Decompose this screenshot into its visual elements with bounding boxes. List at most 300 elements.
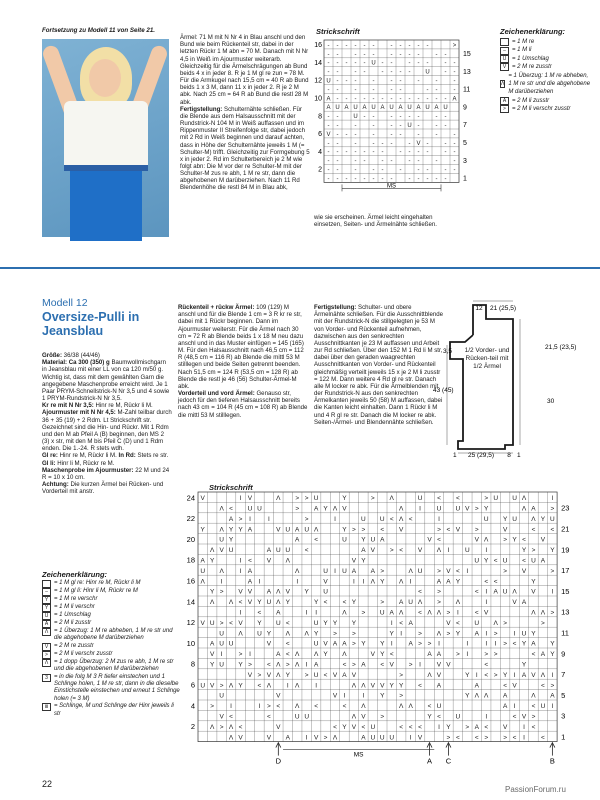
schem-bot-b: 25 (29,5) <box>467 452 495 459</box>
bottom-chart-symbol: < <box>342 703 347 711</box>
bottom-chart-symbol: V <box>247 495 253 503</box>
bottom-chart-symbol: < <box>512 713 517 721</box>
finishing2-lead: Fertigstellung: <box>314 304 357 312</box>
bottom-chart-symbol: U <box>219 536 224 544</box>
bottom-chart-symbol: U <box>257 505 262 513</box>
bottom-chart-symbol: > <box>389 547 394 555</box>
bottom-chart-symbol: Y <box>512 536 517 544</box>
bottom-chart-symbol: Λ <box>427 671 432 679</box>
legend-text: = 2 M li verschr zusstr <box>512 106 571 113</box>
bottom-chart-symbol: Y <box>465 692 470 700</box>
bottom-chart-symbol: Y <box>210 588 215 596</box>
top-chart-symbol: - <box>363 176 366 183</box>
bottom-row-label-right: 1 <box>561 732 566 742</box>
bottom-chart-symbol: V <box>370 682 375 690</box>
bottom-chart-symbol: Λ <box>276 671 281 679</box>
top-chart-symbol: - <box>426 96 429 103</box>
bottom-chart-symbol: Λ <box>219 526 224 534</box>
legend-symbol-icon <box>42 580 51 588</box>
bottom-chart-symbol: Λ <box>210 599 215 607</box>
top-chart-symbol: U <box>371 60 376 67</box>
top-sleeve-text <box>180 27 310 192</box>
bottom-chart-symbol: Y <box>285 671 290 679</box>
bottom-chart-symbol: I <box>400 630 403 638</box>
bottom-chart-symbol: > <box>427 640 432 648</box>
bottom-chart-symbol: A <box>427 651 432 659</box>
top-chart-symbol: - <box>453 131 456 138</box>
bottom-chart-symbol: I <box>409 578 412 586</box>
bottom-row-label-left: 24 <box>186 493 195 503</box>
bottom-chart-symbol: A <box>380 536 385 544</box>
bottom-chart-symbol: Λ <box>370 578 375 586</box>
top-chart-symbol: - <box>336 131 339 138</box>
bottom-chart-symbol: A <box>276 651 281 659</box>
top-chart-symbol: U <box>371 105 376 112</box>
bottom-chart-symbol: Y <box>465 671 470 679</box>
top-chart-symbol: - <box>426 140 429 147</box>
bottom-chart-symbol: U <box>550 515 555 523</box>
bottom-chart-symbol: I <box>239 567 242 575</box>
legend-symbol-icon: > <box>500 105 509 113</box>
bottom-chart-symbol: A <box>493 588 498 596</box>
bottom-chart-symbol: > <box>399 692 404 700</box>
bottom-chart-symbol: A <box>247 567 253 575</box>
bottom-chart-symbol: I <box>523 734 525 742</box>
bottom-chart-symbol: < <box>531 651 536 659</box>
bottom-chart-symbol: > <box>484 734 489 742</box>
top-chart-symbol: - <box>372 140 375 147</box>
bottom-chart-symbol: U <box>275 547 281 555</box>
bottom-chart-symbol: A <box>436 682 442 690</box>
bottom-chart-symbol: < <box>380 526 385 534</box>
top-row-label-left: 10 <box>314 95 322 103</box>
top-chart-symbol: - <box>408 42 411 49</box>
bottom-chart-symbol: U <box>531 557 536 565</box>
bottom-chart-symbol: I <box>239 609 242 617</box>
bottom-chart-symbol: > <box>380 599 385 607</box>
bottom-chart-symbol: V <box>521 567 527 575</box>
bottom-chart-symbol: > <box>541 619 545 627</box>
bottom-chart-symbol: Λ <box>436 630 442 638</box>
bottom-row-label-right: 21 <box>561 524 570 534</box>
bottom-chart-symbol: Y <box>446 723 451 731</box>
top-chart-symbol: - <box>390 123 393 130</box>
legend-text: = 1 M gl li: Hinr li M, Rückr re M <box>54 588 138 594</box>
bottom-chart-symbol: Y <box>550 651 555 659</box>
bottom-chart-symbol: < <box>474 734 479 742</box>
bottom-row-label-right: 3 <box>561 711 566 721</box>
bottom-row-label-right: 7 <box>561 670 566 680</box>
bottom-chart-symbol: < <box>418 588 422 596</box>
bottom-chart-symbol: U <box>361 515 366 523</box>
top-chart-symbol: - <box>426 87 429 94</box>
top-chart-symbol: U <box>353 114 358 121</box>
bottom-chart-symbol: I <box>466 651 469 659</box>
top-chart-symbol: - <box>453 87 456 94</box>
bottom-chart-symbol: U <box>228 640 234 648</box>
bottom-chart-symbol: > <box>446 734 451 742</box>
top-chart-symbol: - <box>354 60 357 67</box>
top-chart-symbol: - <box>435 176 438 183</box>
bottom-chart-symbol: < <box>455 734 460 742</box>
top-chart-symbol: U <box>407 123 412 130</box>
bottom-chart-symbol: Λ <box>342 651 347 659</box>
bottom-chart-symbol: A <box>408 619 413 627</box>
top-chart-symbol: - <box>354 167 357 174</box>
bottom-chart-symbol: A <box>313 661 319 669</box>
bottom-chart-symbol: < <box>276 703 281 711</box>
top-chart-symbol: - <box>390 96 393 103</box>
bottom-chart-symbol: Λ <box>342 609 347 617</box>
bottom-chart-symbol: > <box>219 588 224 596</box>
bottom-chart-symbol: < <box>389 651 394 659</box>
bottom-chart-symbol: I <box>419 505 421 513</box>
bottom-chart-symbol: I <box>551 495 554 503</box>
bottom-chart-symbol: U <box>219 661 224 669</box>
bottom-chart-symbol: Λ <box>228 723 234 731</box>
bottom-chart-symbol: Y <box>238 682 243 690</box>
bottom-chart-symbol: > <box>437 526 441 534</box>
bottom-chart-symbol: A <box>521 599 527 607</box>
top-chart-symbol: - <box>399 123 402 130</box>
bottom-chart-symbol: Y <box>342 723 347 731</box>
bottom-legend-title: Zeichenerklärung: <box>42 570 108 579</box>
bottom-chart-symbol: < <box>399 723 404 731</box>
bottom-chart-symbol: Y <box>455 630 461 638</box>
bottom-legend-item <box>42 659 182 674</box>
bottom-ms-label: MS <box>353 751 364 759</box>
top-chart-symbol: - <box>327 114 330 121</box>
bottom-chart-symbol: I <box>466 640 469 648</box>
bottom-chart-symbol: A <box>540 651 546 659</box>
bottom-chart-symbol: < <box>229 713 233 721</box>
bottom-chart-symbol: I <box>230 703 232 711</box>
top-chart-symbol: - <box>444 51 447 58</box>
bottom-chart-symbol: Y <box>266 630 272 638</box>
top-chart-symbol: - <box>336 60 339 67</box>
bottom-chart-symbol: Λ <box>295 703 300 711</box>
bottom-chart-symbol: < <box>229 619 233 627</box>
bottom-chart-symbol: I <box>438 640 440 648</box>
bottom-chart-symbol: < <box>484 671 489 679</box>
legend-symbol-icon: Λ <box>42 628 51 636</box>
top-chart-symbol: - <box>327 167 330 174</box>
bottom-chart-symbol: > <box>418 630 422 638</box>
top-row-label-right: 3 <box>463 157 467 165</box>
bottom-chart-symbol: U <box>219 640 224 648</box>
top-chart-symbol: - <box>390 114 393 121</box>
kr-lead: Kr re mit N Nr 3,5: <box>42 402 94 410</box>
bottom-chart-symbol: V <box>380 682 385 690</box>
bottom-chart-symbol: Λ <box>493 619 498 627</box>
bottom-chart-symbol: Y <box>351 599 357 607</box>
bottom-chart-symbol: Y <box>399 682 404 690</box>
bottom-chart-symbol: A <box>531 505 536 513</box>
bottom-chart-symbol: > <box>474 526 479 534</box>
bottom-chart-symbol: < <box>285 651 290 659</box>
legend-symbol-icon: Ⅲ <box>42 703 51 711</box>
bottom-chart-symbol: > <box>446 609 451 617</box>
bottom-row-label-left: 8 <box>190 659 195 669</box>
bottom-chart-symbol: Y <box>323 619 328 627</box>
bottom-chart-symbol: Y <box>380 651 385 659</box>
top-row-label-right: 7 <box>463 122 467 130</box>
bottom-arrow-label: D <box>275 756 282 766</box>
bottom-chart-symbol: U <box>313 495 319 503</box>
bottom-chart-symbol: V <box>266 734 272 742</box>
top-chart-symbol: - <box>417 42 420 49</box>
bottom-chart-symbol: < <box>285 640 290 648</box>
bottom-chart-symbol: Λ <box>238 630 243 638</box>
top-row-label-right: 1 <box>463 175 467 183</box>
bottom-chart-symbol: V <box>370 651 375 659</box>
bottom-chart-symbol: A <box>474 723 479 731</box>
finishing2-text: Schulter- und obere Ärmelnähte schließen. Für die Ausschnittblende mit der Rundstrick-N die stillgelegten je 53 M von Vorder- und Rückenteil aufnehmen, dazwischen aus den senkrechten Ausschnittkanten je 23 M auffassen und Arbeit zur Rd schließen. Über den 152 M 1 Rd li M str, dabei über den geraden waagrechten Ausschnittkanten von Vorder- und Rückenteil gleichmäßig verteilt jeweils 15 x je 2 M li zusstr = 122 M. Dann weitere 4 Rd gl re str. Danach alle M locker re abk. Für die Ärmelblenden mit der Rundstrick-N aus den senkrechten Ärmelkanten jeweils 50 (58) M auffassen, dabei die Kanten leicht einhalten. Dann 1 Rückr li M und 4 R gl re str. Danach die M locker re abk. Seiten-/Ärmel- und Blendennähte schließen. <box>314 304 444 426</box>
top-chart-symbol: A <box>416 105 421 112</box>
legend-symbol-icon: 3 <box>42 674 51 682</box>
bottom-chart-symbol: V <box>285 588 290 596</box>
bottom-chart-symbol: < <box>474 609 479 617</box>
bottom-chart-symbol: U <box>266 599 272 607</box>
bottom-chart-symbol: A <box>436 651 442 659</box>
bottom-chart-symbol: Λ <box>540 671 546 679</box>
bottom-chart-symbol: Λ <box>408 567 413 575</box>
bottom-chart-symbol: V <box>210 682 215 690</box>
bottom-chart-symbol: Λ <box>332 734 338 742</box>
legend-text: = 2 M li verschr zusstr <box>54 650 113 657</box>
bottom-chart-symbol: Λ <box>399 609 404 617</box>
finishing-lead: Fertigstellung: <box>180 105 223 113</box>
bottom-chart-symbol: Λ <box>474 692 479 700</box>
top-chart-symbol: - <box>381 140 384 147</box>
top-chart-symbol: - <box>327 140 330 147</box>
bottom-chart-symbol: > <box>550 567 555 575</box>
top-chart-symbol: - <box>372 114 375 121</box>
bottom-legend-item <box>42 612 182 620</box>
bottom-row-label-left: 2 <box>190 722 195 732</box>
top-chart-symbol: - <box>399 51 402 58</box>
bottom-chart-symbol: Λ <box>276 588 281 596</box>
bottom-chart-symbol: Λ <box>276 599 281 607</box>
legend-text: = 1 Überzug: 1 M re abheben, 1 M re str und die abgehobene M darüberziehen <box>54 628 173 642</box>
bottom-chart-symbol: Y <box>521 547 527 555</box>
bottom-legend-item <box>42 596 182 604</box>
bottom-chart-symbol: A <box>247 526 253 534</box>
top-chart-symbol: - <box>390 51 393 58</box>
top-chart-symbol: - <box>372 78 375 85</box>
bottom-chart-symbol: A <box>361 547 366 555</box>
bottom-chart-symbol: V <box>332 671 338 679</box>
bottom-chart-symbol: U <box>455 505 461 513</box>
gauge-lead: Maschenprobe im Ajourmuster: <box>42 466 134 474</box>
bottom-chart-symbol: Λ <box>228 599 234 607</box>
top-chart-symbol: A <box>452 96 457 103</box>
bottom-chart-symbol: Λ <box>484 692 489 700</box>
bottom-chart-symbol: U <box>483 515 489 523</box>
bottom-chart-symbol: Y <box>285 599 290 607</box>
top-chart-symbol: - <box>444 60 447 67</box>
bottom-chart-symbol: U <box>417 567 423 575</box>
top-legend-item <box>500 97 592 105</box>
bottom-chart-symbol: < <box>522 536 526 544</box>
bottom-chart-symbol: V <box>323 578 328 586</box>
legend-text: = 1 M li <box>512 47 532 54</box>
top-chart-symbol: - <box>372 167 375 174</box>
bottom-chart-symbol: U <box>474 619 480 627</box>
bottom-knitting-chart <box>176 490 596 786</box>
top-chart-symbol: - <box>336 167 339 174</box>
bottom-chart-symbol: < <box>437 713 441 721</box>
gl2-lead: In Rd: <box>118 452 136 460</box>
bottom-chart-symbol: I <box>334 567 336 575</box>
top-chart-symbol: - <box>354 131 357 138</box>
bottom-chart-symbol: V <box>502 723 508 731</box>
top-chart-symbol: A <box>326 96 331 103</box>
bottom-chart-symbol: Λ <box>540 609 546 617</box>
legend-text: = 2 M re zusstr <box>512 64 552 71</box>
top-chart-symbol: U <box>326 78 331 85</box>
bottom-chart-symbol: Y <box>342 526 347 534</box>
bottom-row-label-left: 22 <box>186 514 195 524</box>
bottom-chart-symbol: V <box>247 588 253 596</box>
bottom-arrow-label: A <box>427 756 433 766</box>
top-chart-symbol: - <box>363 158 366 165</box>
bottom-chart-symbol: V <box>521 713 527 721</box>
bottom-chart-symbol: A <box>389 609 394 617</box>
bottom-chart-symbol: Λ <box>295 567 300 575</box>
bottom-chart-symbol: Y <box>550 640 555 648</box>
bottom-chart-symbol: I <box>390 619 393 627</box>
bottom-chart-symbol: V <box>540 536 546 544</box>
bottom-chart-symbol: < <box>531 526 536 534</box>
legend-text: = Schlinge, M und Schlinge der Hinr jeweils li str <box>54 703 174 717</box>
bottom-chart-symbol: V <box>276 723 281 731</box>
bottom-chart-symbol: < <box>266 713 271 721</box>
bottom-chart-symbol: I <box>551 588 554 596</box>
bottom-chart-symbol: Λ <box>295 682 300 690</box>
top-chart-symbol: - <box>345 42 348 49</box>
top-chart-symbol: - <box>345 131 348 138</box>
bottom-chart-symbol: Λ <box>313 526 319 534</box>
top-chart-symbol: - <box>390 69 393 76</box>
top-chart-symbol: - <box>327 158 330 165</box>
legend-text: = 2 M re zusstr <box>54 642 94 649</box>
top-chart-symbol: - <box>363 96 366 103</box>
top-chart-symbol: - <box>336 140 339 147</box>
bottom-chart-symbol: U <box>512 495 517 503</box>
top-chart-symbol: - <box>381 96 384 103</box>
bottom-chart-symbol: I <box>494 640 497 648</box>
top-chart-symbol: - <box>435 131 438 138</box>
top-chart-symbol: - <box>417 60 420 67</box>
bottom-chart-symbol: Λ <box>313 651 319 659</box>
bottom-chart-symbol: U <box>370 734 376 742</box>
bottom-chart-symbol: < <box>389 515 394 523</box>
bottom-chart-symbol: Y <box>228 536 234 544</box>
bottom-chart-symbol: Y <box>361 640 366 648</box>
bottom-chart-symbol: U <box>408 599 413 607</box>
bottom-chart-symbol: < <box>446 526 451 534</box>
top-row-label-left: 4 <box>318 148 322 156</box>
top-chart-symbol: - <box>426 42 429 49</box>
top-chart-symbol: - <box>435 114 438 121</box>
top-chart-symbol: - <box>444 114 447 121</box>
bottom-chart-symbol: > <box>266 703 271 711</box>
schem-left-a: 3,5 <box>443 348 453 355</box>
bottom-chart-symbol: U <box>323 567 328 575</box>
top-chart-symbol: - <box>372 96 375 103</box>
section-divider <box>0 267 600 269</box>
bottom-chart-symbol: U <box>436 703 442 711</box>
bottom-chart-symbol: Λ <box>531 515 536 523</box>
bottom-chart-symbol: U <box>313 671 319 679</box>
bottom-chart-symbol: Λ <box>228 682 234 690</box>
bottom-row-label-left: 16 <box>186 576 195 586</box>
bottom-chart-symbol: < <box>512 734 517 742</box>
bottom-chart-symbol: A <box>266 588 272 596</box>
top-legend-item <box>500 63 592 71</box>
top-chart-symbol: - <box>444 96 447 103</box>
bottom-chart-symbol: I <box>475 671 478 679</box>
top-chart-symbol: - <box>345 96 348 103</box>
top-chart-symbol: - <box>363 60 366 67</box>
bottom-chart-symbol: Λ <box>521 495 527 503</box>
bottom-chart-symbol: A <box>276 609 281 617</box>
bottom-chart-symbol: U <box>436 505 442 513</box>
bottom-chart-symbol: > <box>323 734 328 742</box>
top-chart-symbol: - <box>354 158 357 165</box>
bottom-chart-symbol: Λ <box>427 609 432 617</box>
top-chart-symbol: - <box>372 176 375 183</box>
bottom-chart-symbol: V <box>512 682 517 690</box>
top-chart-symbol: U <box>425 105 430 112</box>
bottom-chart-symbol: < <box>229 505 233 513</box>
top-chart-symbol: - <box>354 42 357 49</box>
bottom-chart-symbol: Y <box>389 682 394 690</box>
top-chart-symbol: - <box>363 69 366 76</box>
bottom-chart-symbol: < <box>418 723 422 731</box>
bottom-chart-symbol: Y <box>380 640 385 648</box>
bottom-chart-symbol: < <box>484 723 489 731</box>
bottom-chart-symbol: A <box>313 505 319 513</box>
bottom-chart-symbol: U <box>455 713 461 721</box>
bottom-chart-symbol: < <box>257 609 262 617</box>
top-chart-symbol: - <box>426 167 429 174</box>
bottom-row-label-left: 18 <box>186 555 195 565</box>
top-chart-symbol: - <box>399 149 402 156</box>
instructions-col3 <box>314 297 444 426</box>
bottom-chart-symbol: U <box>285 526 291 534</box>
bottom-chart-symbol: V <box>351 723 357 731</box>
top-chart-symbol: - <box>336 87 339 94</box>
top-chart-symbol: - <box>345 149 348 156</box>
top-chart-symbol: - <box>408 96 411 103</box>
top-chart-symbol: - <box>417 78 420 85</box>
top-chart-symbol: - <box>453 69 456 76</box>
bottom-chart-symbol: U <box>275 619 281 627</box>
bottom-chart-symbol: I <box>419 661 421 669</box>
bottom-chart-symbol: V <box>219 547 224 555</box>
bottom-chart-symbol: I <box>438 515 440 523</box>
bottom-chart-symbol: Λ <box>351 682 357 690</box>
bottom-chart-symbol: V <box>276 526 281 534</box>
top-chart-symbol: - <box>408 140 411 147</box>
bottom-chart-symbol: A <box>332 640 338 648</box>
top-chart-symbol: - <box>390 60 393 67</box>
bottom-chart-symbol: U <box>379 734 385 742</box>
bottom-chart-symbol: Y <box>257 599 262 607</box>
top-chart-symbol: - <box>372 51 375 58</box>
